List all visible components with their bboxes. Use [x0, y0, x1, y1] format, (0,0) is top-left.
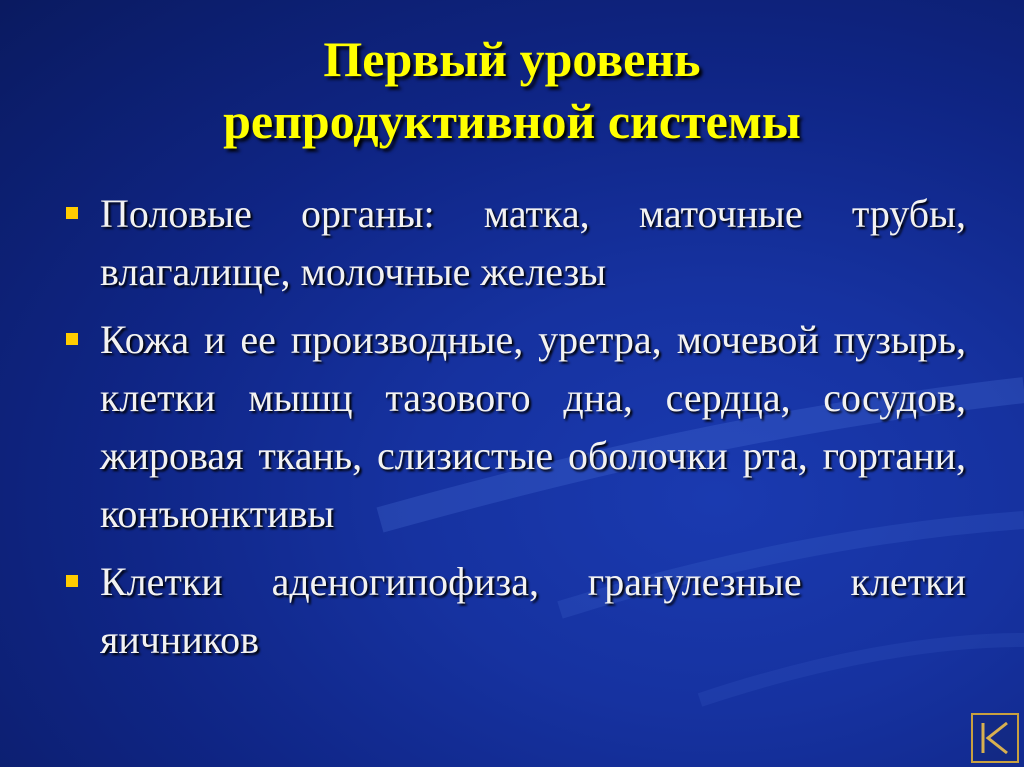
bullet-item — [60, 185, 966, 301]
bullet-text: Кожа и ее производные, уретра, мочевой пузырь, клетки мышц тазового дна, сердца, сосудов, жировая ткань, слизистые оболочки рта, гортани, конъюнктивы — [100, 317, 966, 536]
bullet-square-icon — [66, 207, 78, 219]
bullet-text: Клетки аденогипофиза, гранулезные клетки яичников — [100, 559, 966, 662]
bullet-square-icon — [66, 575, 78, 587]
bullet-text: Половые органы: матка, маточные трубы, влагалище, молочные железы — [100, 191, 966, 294]
bullet-list — [60, 185, 966, 679]
skip-to-start-icon — [973, 715, 1017, 761]
bullet-square-icon — [66, 333, 78, 345]
bullet-item — [60, 553, 966, 669]
slide-title — [40, 28, 984, 152]
bullet-item — [60, 311, 966, 543]
title-line-1: Первый уровень — [323, 31, 701, 87]
first-slide-button[interactable] — [971, 713, 1019, 763]
title-line-2: репродуктивной системы — [223, 93, 801, 149]
